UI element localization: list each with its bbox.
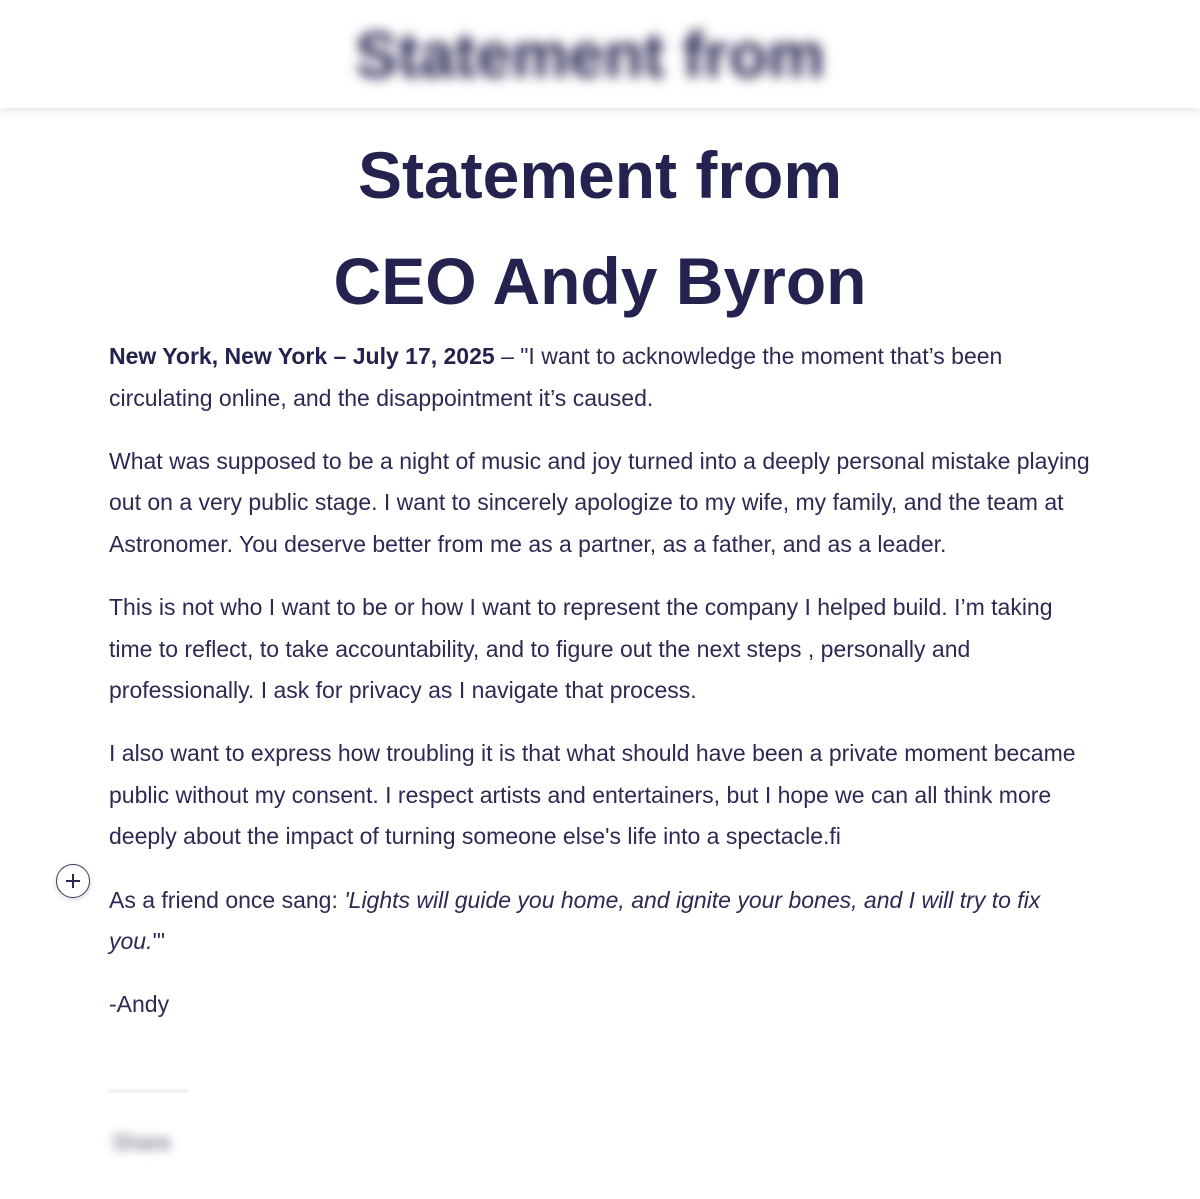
- signoff: -Andy: [109, 991, 170, 1018]
- add-block-button[interactable]: [56, 864, 90, 898]
- page-title-line-1: Statement from: [357, 138, 843, 212]
- paragraph-5: [109, 880, 1099, 963]
- paragraph-4: I also want to express how troubling it is that what should have been a private moment became public without my consent. I respect artists and entertainers, but I hope we can all think more deeply about the impact of turning someone else's life into a spectacle.fi: [109, 740, 1076, 850]
- sticky-header-title: Statement from: [355, 19, 825, 91]
- paragraph-3: This is not who I want to be or how I want to represent the company I helped build. I’m taking time to reflect, to take accountability, and to figure out the next steps , personally and professionally. I ask for privacy as I navigate that process.: [109, 593, 1053, 704]
- paragraph-1: [109, 336, 1099, 419]
- plus-icon: [64, 872, 82, 890]
- statement-body: [109, 336, 1099, 1047]
- dateline: New York, New York – July 17, 2025: [109, 343, 495, 369]
- quote-end: '": [152, 928, 166, 955]
- footer-blurred-label: Share: [112, 1130, 171, 1155]
- page-title: [0, 122, 1200, 334]
- sticky-header: [0, 0, 1200, 108]
- divider: [109, 1090, 189, 1092]
- song-quote: 'Lights will guide you home, and ignite your bones, and I will try to fix you.: [109, 886, 1041, 955]
- page-title-line-2: CEO Andy Byron: [333, 244, 867, 318]
- paragraph-2: What was supposed to be a night of music and joy turned into a deeply personal mistake playing out on a very public stage. I want to sincerely apologize to my wife, my family, and the team at Astronomer. You deserve better from me as a partner, as a father, and as a leader.: [109, 447, 1090, 557]
- paragraph-1-text: – "I want to acknowledge the moment that’s been circulating online, and the disappointment it’s caused.: [109, 343, 1003, 411]
- quote-intro: As a friend once sang:: [109, 886, 345, 913]
